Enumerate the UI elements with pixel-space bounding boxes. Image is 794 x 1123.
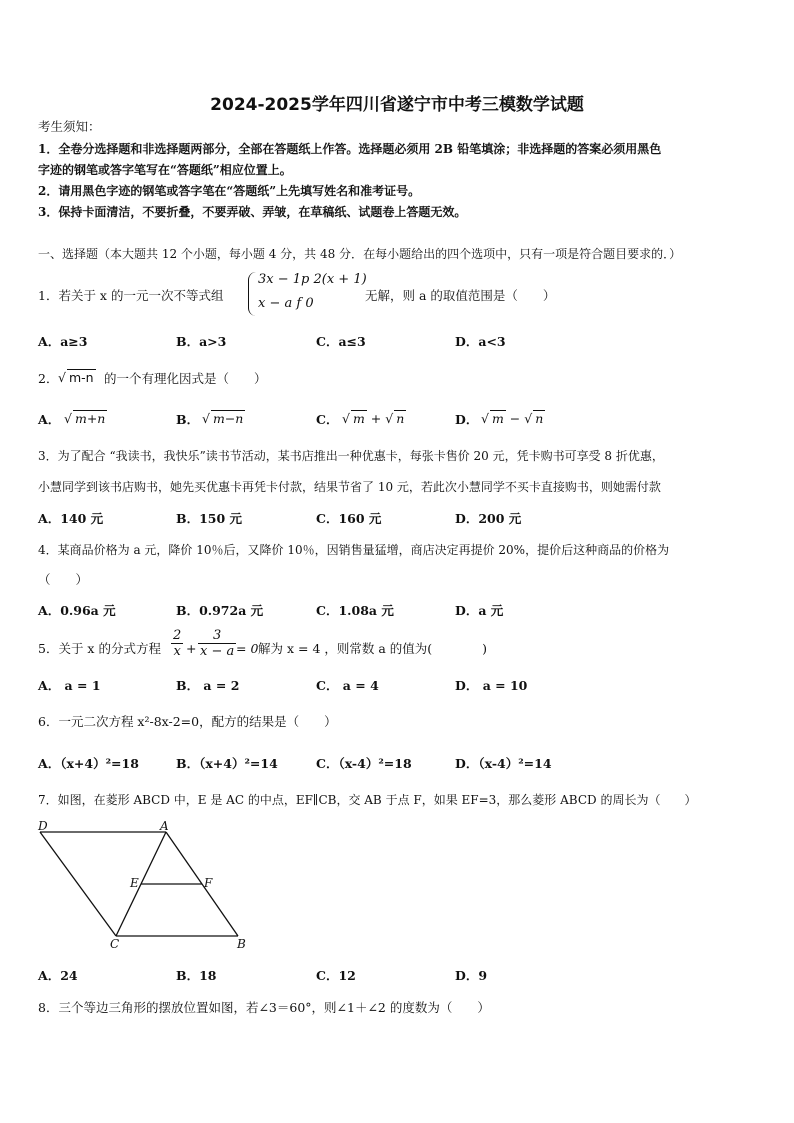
q2-radical: √ m-n [58, 370, 94, 385]
q6-option-a[interactable]: A．（x+4）²=18 [38, 756, 139, 771]
fraction-denominator: x − a [200, 644, 235, 659]
q2-option-d-label[interactable]: D． [455, 412, 479, 427]
page-title: 2024-2025学年四川省遂宁市中考三模数学试题 [210, 95, 584, 115]
brace-icon [248, 272, 257, 316]
q2-option-c[interactable]: √ m + √ n [342, 411, 405, 426]
notice-item: 1．全卷分选择题和非选择题两部分，全部在答题纸上作答。选择题必须用 2B 铅笔填涂；非选择题的答案必须用黑色 [38, 142, 662, 156]
q6-option-c[interactable]: C．（x-4）²=18 [316, 756, 412, 771]
q1-option-d[interactable]: D．a<3 [455, 334, 506, 349]
q4-stem-line2: （ ） [38, 572, 89, 587]
q4-stem-line1: 4．某商品价格为 a 元，降价 10％后，又降价 10％，因销售量猛增，商店决定再提价 20%，提价后这种商品的价格为 [38, 543, 670, 557]
q5-option-d[interactable]: D． a = 10 [455, 678, 528, 693]
label-f: F [204, 876, 213, 890]
q2-option-c-label[interactable]: C． [316, 412, 339, 427]
q6-option-b[interactable]: B．（x+4）²=14 [176, 756, 278, 771]
q8-stem: 8．三个等边三角形的摆放位置如图，若∠3＝60°，则∠1＋∠2 的度数为（ ） [38, 1000, 490, 1015]
q2-option-b-radicand: m−n [212, 411, 244, 426]
q1-option-b[interactable]: B．a>3 [176, 334, 227, 349]
q5-option-b[interactable]: B． a = 2 [176, 678, 240, 693]
q5-fraction-2 [198, 628, 236, 659]
q3-option-b[interactable]: B．150 元 [176, 511, 243, 526]
label-d: D [38, 819, 48, 833]
q1-stem: 1．若关于 x 的一元一次不等式组 [38, 288, 224, 303]
q6-stem: 6．一元二次方程 x²-8x-2=0，配方的结果是（ ） [38, 714, 337, 729]
q5-fraction-1 [171, 628, 183, 659]
q1-option-c[interactable]: C．a≤3 [316, 334, 366, 349]
q2-stem: 的一个有理化因式是（ ） [104, 371, 267, 386]
q4-option-c[interactable]: C．1.08a 元 [316, 603, 394, 618]
fraction-denominator: x [173, 644, 181, 659]
q7-option-c[interactable]: C．12 [316, 968, 356, 983]
q2-option-a-label[interactable]: A． [38, 412, 61, 427]
q5-plus: + [186, 641, 197, 656]
notice-item: 2．请用黑色字迹的钢笔或答字笔在“答题纸”上先填写姓名和准考证号。 [38, 184, 421, 198]
q2-option-a-radicand: m+n [74, 411, 106, 426]
notice-item: 字迹的钢笔或答字笔写在“答题纸”相应位置上。 [38, 163, 292, 177]
q2-option-c-radicand-n: n [396, 411, 405, 426]
fraction-numerator: 3 [198, 628, 236, 644]
q5-option-a[interactable]: A． a = 1 [38, 678, 101, 693]
q5-equals: = 0 [236, 641, 259, 656]
q5-stem-tail: 解为 x = 4 ，则常数 a 的值为( ) [258, 641, 488, 656]
q2-option-d[interactable]: √ m − √ n [481, 411, 544, 426]
inequality-system [248, 270, 368, 318]
q3-stem-line2: 小慧同学到该书店购书，她先买优惠卡再凭卡付款，结果节省了 10 元，若此次小慧同学不买卡直接购书，则她需付款 [38, 480, 661, 494]
q5-option-c[interactable]: C． a = 4 [316, 678, 379, 693]
q2-option-d-radicand-m: m [491, 411, 504, 426]
q1-stem-tail: 无解，则 a 的取值范围是（ ） [365, 288, 556, 303]
q2-radicand: m-n [68, 370, 94, 385]
q3-option-d[interactable]: D．200 元 [455, 511, 522, 526]
q2-number: 2． [38, 371, 59, 386]
label-e: E [130, 876, 139, 890]
q1-option-a[interactable]: A．a≥3 [38, 334, 88, 349]
q2-option-c-radicand-m: m [352, 411, 365, 426]
notice-heading: 考生须知： [38, 119, 101, 134]
q4-option-d[interactable]: D．a 元 [455, 603, 504, 618]
q3-option-a[interactable]: A．140 元 [38, 511, 104, 526]
q6-option-d[interactable]: D．（x-4）²=14 [455, 756, 552, 771]
notice-item: 3．保持卡面清洁，不要折叠，不要弄破、弄皱，在草稿纸、试题卷上答题无效。 [38, 205, 467, 219]
q4-option-b[interactable]: B．0.972a 元 [176, 603, 264, 618]
rhombus-figure [30, 818, 260, 953]
section-heading: 一、选择题（本大题共 12 个小题，每小题 4 分，共 48 分．在每小题给出的四个选项中，只有一项是符合题目要求的．） [38, 247, 682, 261]
q5-stem: 5．关于 x 的分式方程 [38, 641, 161, 656]
q2-option-a[interactable]: √ m+n [64, 411, 106, 426]
q7-option-b[interactable]: B．18 [176, 968, 217, 983]
fraction-numerator: 2 [173, 628, 182, 643]
q7-stem: 7．如图，在菱形 ABCD 中，E 是 AC 的中点，EF∥CB，交 AB 于点 F，如果 EF=3，那么菱形 ABCD 的周长为（ ） [38, 793, 697, 807]
q3-option-c[interactable]: C．160 元 [316, 511, 382, 526]
q4-option-a[interactable]: A．0.96a 元 [38, 603, 116, 618]
q7-option-d[interactable]: D．9 [455, 968, 488, 983]
q3-stem-line1: 3．为了配合 “我读书，我快乐”读书节活动，某书店推出一种优惠卡，每张卡售价 20 元，凭卡购书可享受 8 折优惠， [38, 449, 664, 463]
q2-option-d-radicand-n: n [535, 411, 544, 426]
label-a: A [160, 819, 169, 833]
label-c: C [110, 937, 120, 951]
q2-option-b[interactable]: √ m−n [202, 411, 244, 426]
inequality-line-2: x − a f 0 [258, 296, 314, 311]
q2-option-b-label[interactable]: B． [176, 412, 200, 427]
inequality-line-1: 3x − 1p 2(x + 1) [258, 272, 367, 287]
q7-option-a[interactable]: A．24 [38, 968, 78, 983]
label-b: B [237, 937, 246, 951]
segment-cd [40, 832, 116, 936]
